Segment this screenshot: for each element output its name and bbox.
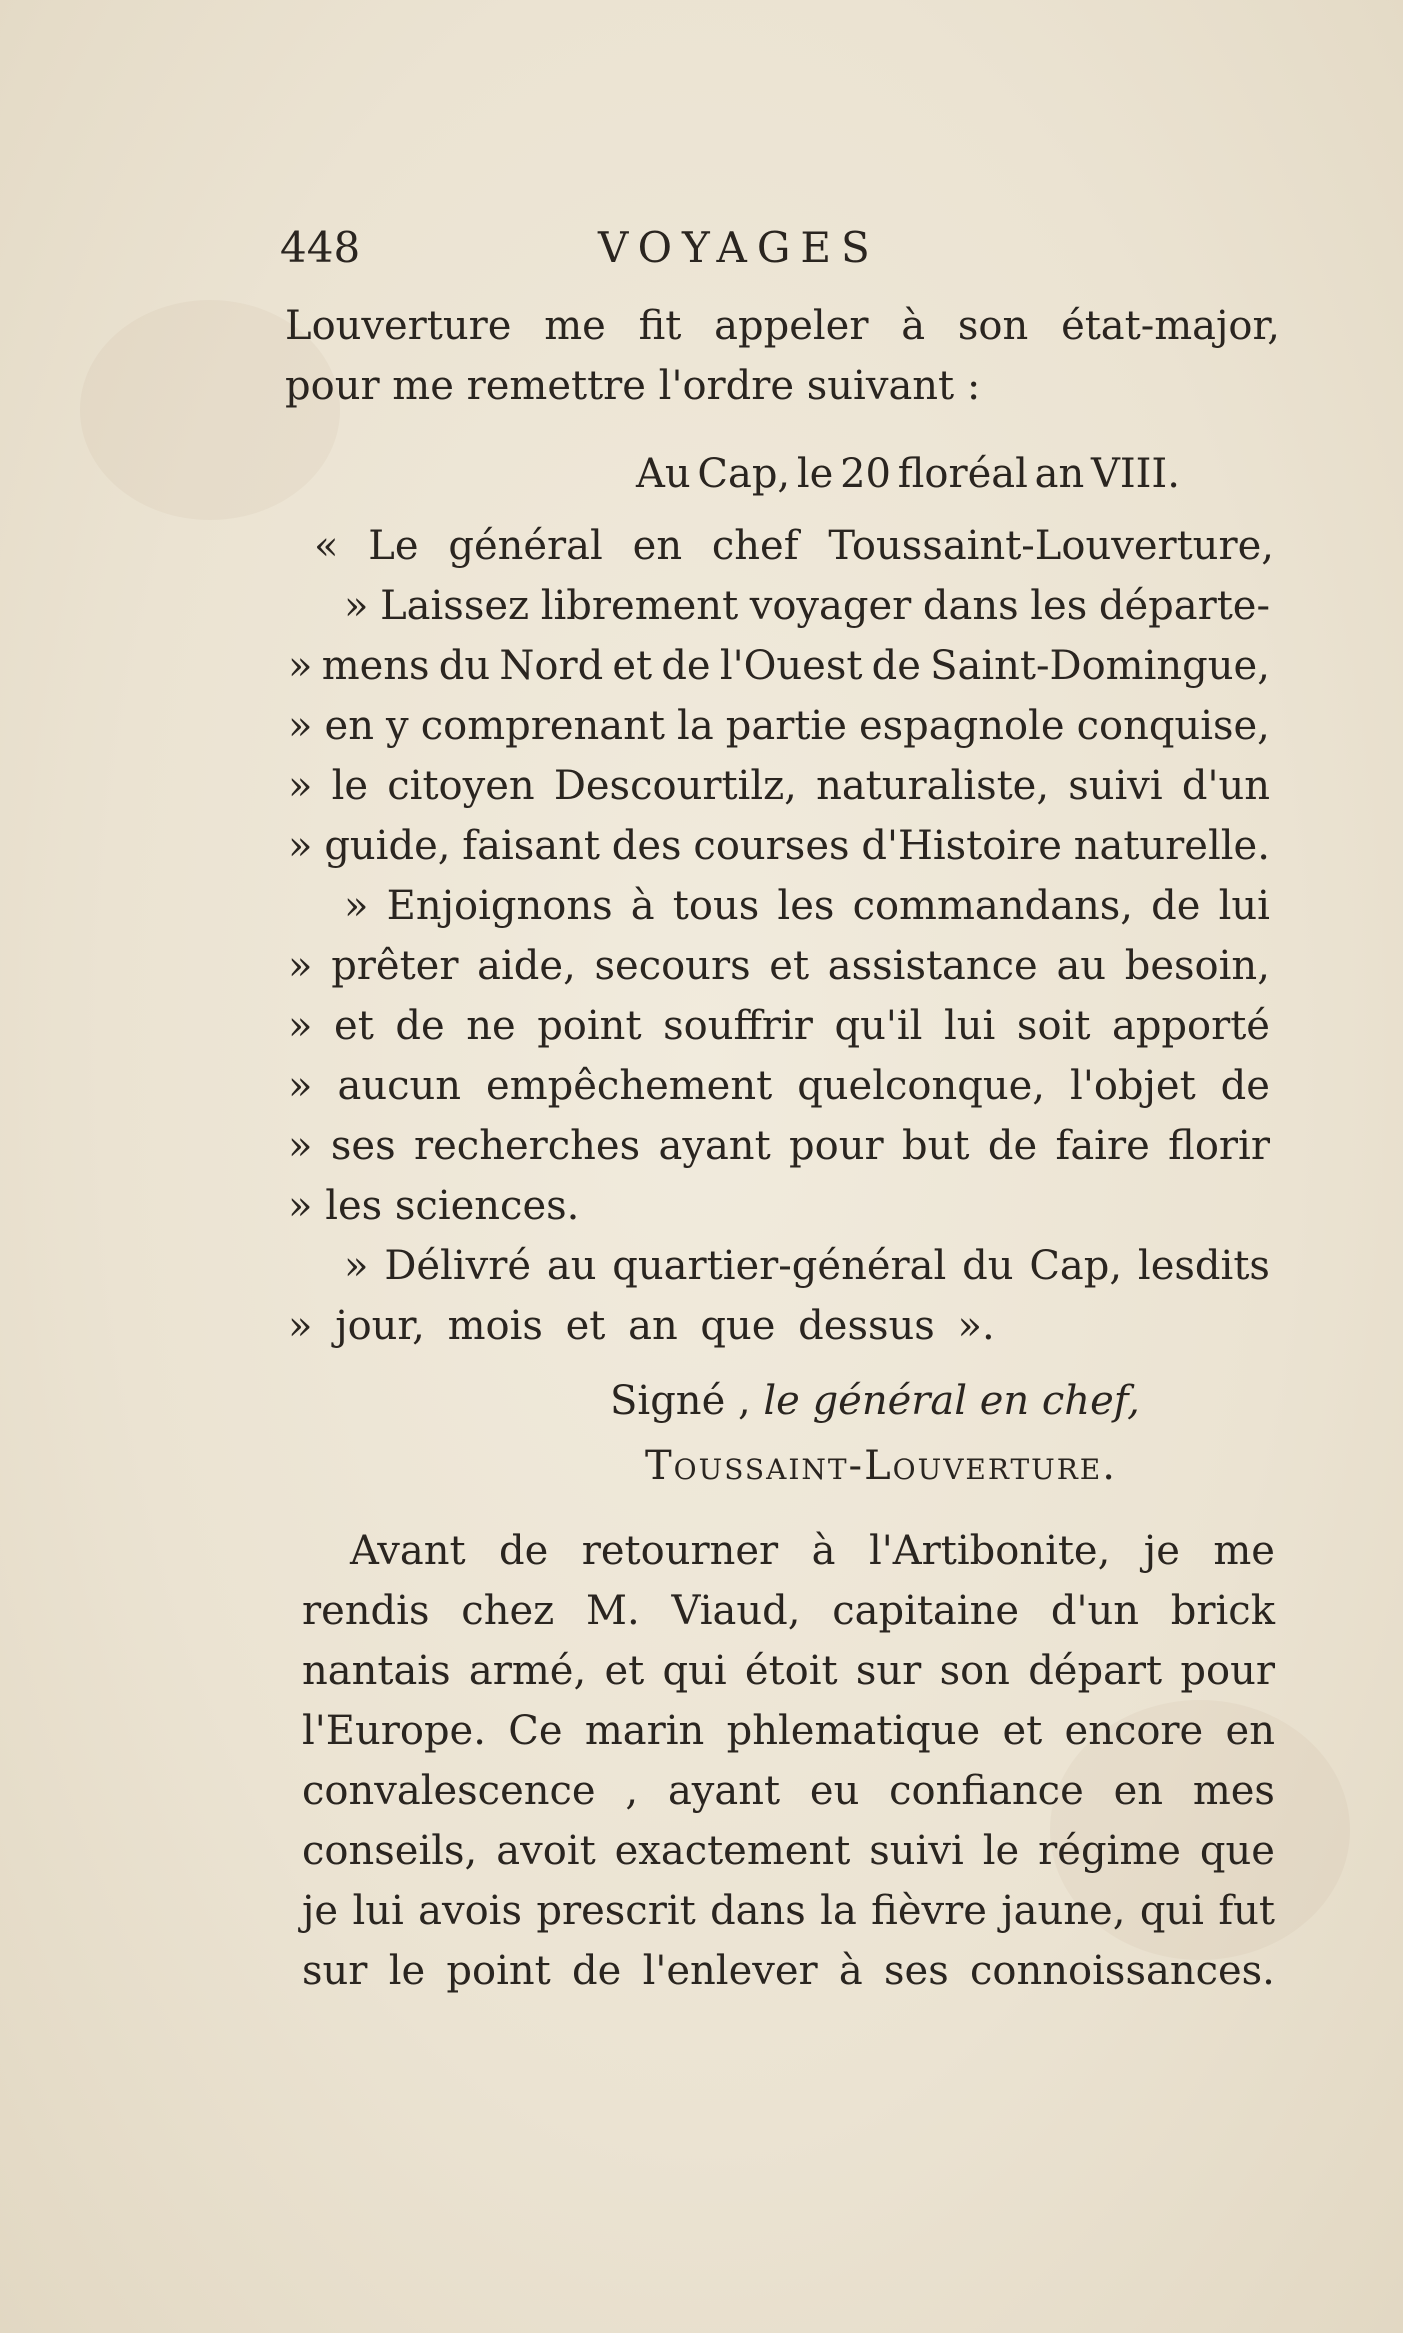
word: naturelle.: [1073, 823, 1270, 869]
word: l'objet: [1070, 1063, 1196, 1109]
word: l'Ouest: [719, 643, 863, 689]
word: en: [324, 703, 374, 749]
word: connoissances.: [970, 1948, 1275, 1994]
word: conquise,: [1076, 703, 1270, 749]
word: général: [448, 523, 603, 569]
word: départe-: [1098, 583, 1270, 629]
word: étoit: [744, 1648, 838, 1694]
word: florir: [1168, 1123, 1270, 1169]
word: appeler: [714, 303, 869, 349]
word: ayant: [658, 1123, 771, 1169]
word: son: [939, 1648, 1010, 1694]
word: espagnole: [858, 703, 1065, 749]
word: lui: [352, 1888, 404, 1934]
word: sur: [302, 1948, 368, 1994]
word: »: [288, 823, 313, 869]
text-line: Signé , le général en chef,: [610, 1378, 1140, 1424]
word: me: [544, 303, 606, 349]
word: commandans,: [852, 883, 1133, 929]
word: les: [777, 883, 835, 929]
word: chef: [711, 523, 799, 569]
word: 20: [840, 451, 891, 497]
word: l'Europe.: [302, 1708, 486, 1754]
word: fut: [1218, 1888, 1275, 1934]
word: »: [344, 1243, 369, 1289]
word: Toussaint-Louverture,: [828, 523, 1274, 569]
word: apporté: [1111, 1003, 1270, 1049]
word: fit: [638, 303, 682, 349]
word: le: [331, 763, 369, 809]
word: le: [388, 1948, 426, 1994]
word: floréal: [897, 451, 1028, 497]
word: à: [838, 1948, 863, 1994]
text-line: [285, 300, 1280, 352]
word: librement: [540, 583, 739, 629]
word: recherches: [414, 1123, 641, 1169]
word: à: [630, 883, 655, 929]
word: ses: [330, 1123, 396, 1169]
word: nantais: [302, 1648, 451, 1694]
text-line: [302, 1645, 1275, 1697]
word: jaune,: [1001, 1888, 1126, 1934]
word: l'enlever: [642, 1948, 818, 1994]
word: assistance: [827, 943, 1038, 989]
word: dans: [922, 583, 1019, 629]
word: de: [1220, 1063, 1270, 1109]
word: Saint-Domingue,: [930, 643, 1270, 689]
text-line: [288, 700, 1270, 752]
word: avois: [418, 1888, 523, 1934]
word: de: [1151, 883, 1201, 929]
text-line: [314, 520, 1274, 572]
word: et: [334, 1003, 374, 1049]
word: et: [604, 1648, 645, 1694]
word: Cap,: [1029, 1243, 1123, 1289]
word: exactement: [614, 1828, 851, 1874]
word: faisant: [462, 823, 600, 869]
word: les: [1030, 583, 1088, 629]
word: qu'il: [834, 1003, 923, 1049]
word: suivi: [869, 1828, 964, 1874]
word: Enjoignons: [386, 883, 613, 929]
word: M.: [586, 1588, 640, 1634]
word: d'un: [1050, 1588, 1139, 1634]
word: ne: [466, 1003, 516, 1049]
word: point: [446, 1948, 551, 1994]
text-line: [302, 1765, 1275, 1817]
word: d'un: [1181, 763, 1270, 809]
page-number: 448: [280, 223, 361, 272]
word: retourner: [581, 1528, 779, 1574]
word: an: [1034, 451, 1085, 497]
text-line: [302, 1885, 1275, 1937]
word: ,: [625, 1768, 639, 1814]
word: en: [1225, 1708, 1275, 1754]
word: la: [677, 703, 714, 749]
word: mens: [321, 643, 430, 689]
word: avoit: [496, 1828, 596, 1874]
word: et: [769, 943, 810, 989]
word: au: [546, 1243, 597, 1289]
word: besoin,: [1124, 943, 1270, 989]
text-line: [636, 448, 1180, 500]
word: partie: [725, 703, 847, 749]
word: lui: [1218, 883, 1270, 929]
word: ayant: [667, 1768, 781, 1814]
word: en: [1113, 1768, 1163, 1814]
word: et: [1002, 1708, 1043, 1754]
word: marin: [584, 1708, 705, 1754]
word: chez: [461, 1588, 555, 1634]
word: son: [957, 303, 1029, 349]
text-line: Toussaint-Louverture.: [645, 1443, 1117, 1489]
word: encore: [1064, 1708, 1204, 1754]
word: le: [796, 451, 834, 497]
word: »: [288, 1063, 313, 1109]
word: courses: [693, 823, 850, 869]
word: Le: [368, 523, 419, 569]
word: d'Histoire: [861, 823, 1062, 869]
word: conseils,: [302, 1828, 478, 1874]
text-line: [344, 1240, 1270, 1292]
word: sur: [855, 1648, 922, 1694]
word: Viaud,: [671, 1588, 801, 1634]
word: en: [632, 523, 683, 569]
word: de: [661, 643, 711, 689]
word: capitaine: [832, 1588, 1020, 1634]
text-line: [302, 1945, 1275, 1997]
text-line: [344, 880, 1270, 932]
text-line: [288, 1120, 1270, 1172]
word: Cap,: [697, 451, 791, 497]
text-line: [350, 1525, 1275, 1577]
word: Nord: [499, 643, 604, 689]
word: au: [1056, 943, 1107, 989]
word: qui: [1139, 1888, 1204, 1934]
word: «: [314, 523, 339, 569]
text-line: [302, 1705, 1275, 1757]
word: Délivré: [384, 1243, 532, 1289]
text-line: [288, 940, 1270, 992]
word: soit: [1016, 1003, 1091, 1049]
word: prescrit: [536, 1888, 696, 1934]
word: Avant: [350, 1528, 466, 1574]
word: »: [288, 763, 313, 809]
word: de: [572, 1948, 622, 1994]
word: du: [438, 643, 491, 689]
text-line: [288, 820, 1270, 872]
word: et: [612, 643, 653, 689]
word: »: [288, 1003, 313, 1049]
word: dans: [710, 1888, 806, 1934]
word: prêter: [331, 943, 459, 989]
word: du: [962, 1243, 1014, 1289]
word: lui: [944, 1003, 996, 1049]
word: fièvre: [871, 1888, 987, 1934]
word: tous: [672, 883, 760, 929]
word: je: [1143, 1528, 1180, 1574]
word: armé,: [468, 1648, 587, 1694]
word: de: [499, 1528, 549, 1574]
word: à: [811, 1528, 836, 1574]
word: mes: [1192, 1768, 1275, 1814]
word: Descourtilz,: [553, 763, 797, 809]
word: phlematique: [726, 1708, 981, 1754]
word: qui: [662, 1648, 727, 1694]
word: à: [901, 303, 926, 349]
word: Louverture: [285, 303, 512, 349]
text-line: [288, 1060, 1270, 1112]
text-line: » les sciences.: [288, 1183, 580, 1229]
word: convalescence: [302, 1768, 596, 1814]
text-line: [288, 760, 1270, 812]
word: »: [288, 1123, 313, 1169]
word: lesdits: [1137, 1243, 1270, 1289]
word: des: [611, 823, 682, 869]
word: aide,: [477, 943, 576, 989]
word: que: [1199, 1828, 1275, 1874]
word: suivi: [1068, 763, 1163, 809]
text-line: [288, 640, 1270, 692]
word: »: [344, 883, 369, 929]
word: quartier-général: [612, 1243, 947, 1289]
word: guide,: [324, 823, 451, 869]
word: la: [820, 1888, 857, 1934]
word: pour: [1180, 1648, 1275, 1694]
word: eu: [809, 1768, 860, 1814]
word: départ: [1028, 1648, 1163, 1694]
word: »: [344, 583, 369, 629]
text-line: » jour, mois et an que dessus ».: [288, 1303, 995, 1349]
word: point: [537, 1003, 642, 1049]
word: »: [288, 703, 313, 749]
word: y: [386, 703, 409, 749]
word: de: [871, 643, 921, 689]
word: Au: [636, 451, 691, 497]
word: aucun: [337, 1063, 462, 1109]
word: but: [902, 1123, 970, 1169]
word: pour: [789, 1123, 884, 1169]
text-line: [288, 1000, 1270, 1052]
word: Laissez: [380, 583, 530, 629]
word: l'Artibonite,: [868, 1528, 1111, 1574]
word: le: [982, 1828, 1020, 1874]
word: ses: [884, 1948, 949, 1994]
word: comprenant: [420, 703, 665, 749]
word: régime: [1038, 1828, 1181, 1874]
word: »: [288, 943, 313, 989]
word: me: [1213, 1528, 1275, 1574]
word: de: [987, 1123, 1038, 1169]
word: voyager: [749, 583, 912, 629]
word: brick: [1170, 1588, 1275, 1634]
running-title: VOYAGES: [598, 223, 880, 272]
word: souffrir: [663, 1003, 813, 1049]
word: VIII.: [1090, 451, 1180, 497]
word: confiance: [889, 1768, 1084, 1814]
word: état-major,: [1061, 303, 1280, 349]
word: secours: [594, 943, 751, 989]
word: quelconque,: [797, 1063, 1046, 1109]
text-line: [302, 1585, 1275, 1637]
word: je: [302, 1888, 339, 1934]
text-line: [302, 1825, 1275, 1877]
word: Ce: [508, 1708, 563, 1754]
word: empêchement: [486, 1063, 773, 1109]
text-line: [344, 580, 1270, 632]
word: naturaliste,: [816, 763, 1050, 809]
word: rendis: [302, 1588, 430, 1634]
word: faire: [1055, 1123, 1150, 1169]
word: »: [288, 643, 313, 689]
text-line: pour me remettre l'ordre suivant :: [285, 363, 981, 409]
word: citoyen: [387, 763, 535, 809]
word: de: [395, 1003, 445, 1049]
